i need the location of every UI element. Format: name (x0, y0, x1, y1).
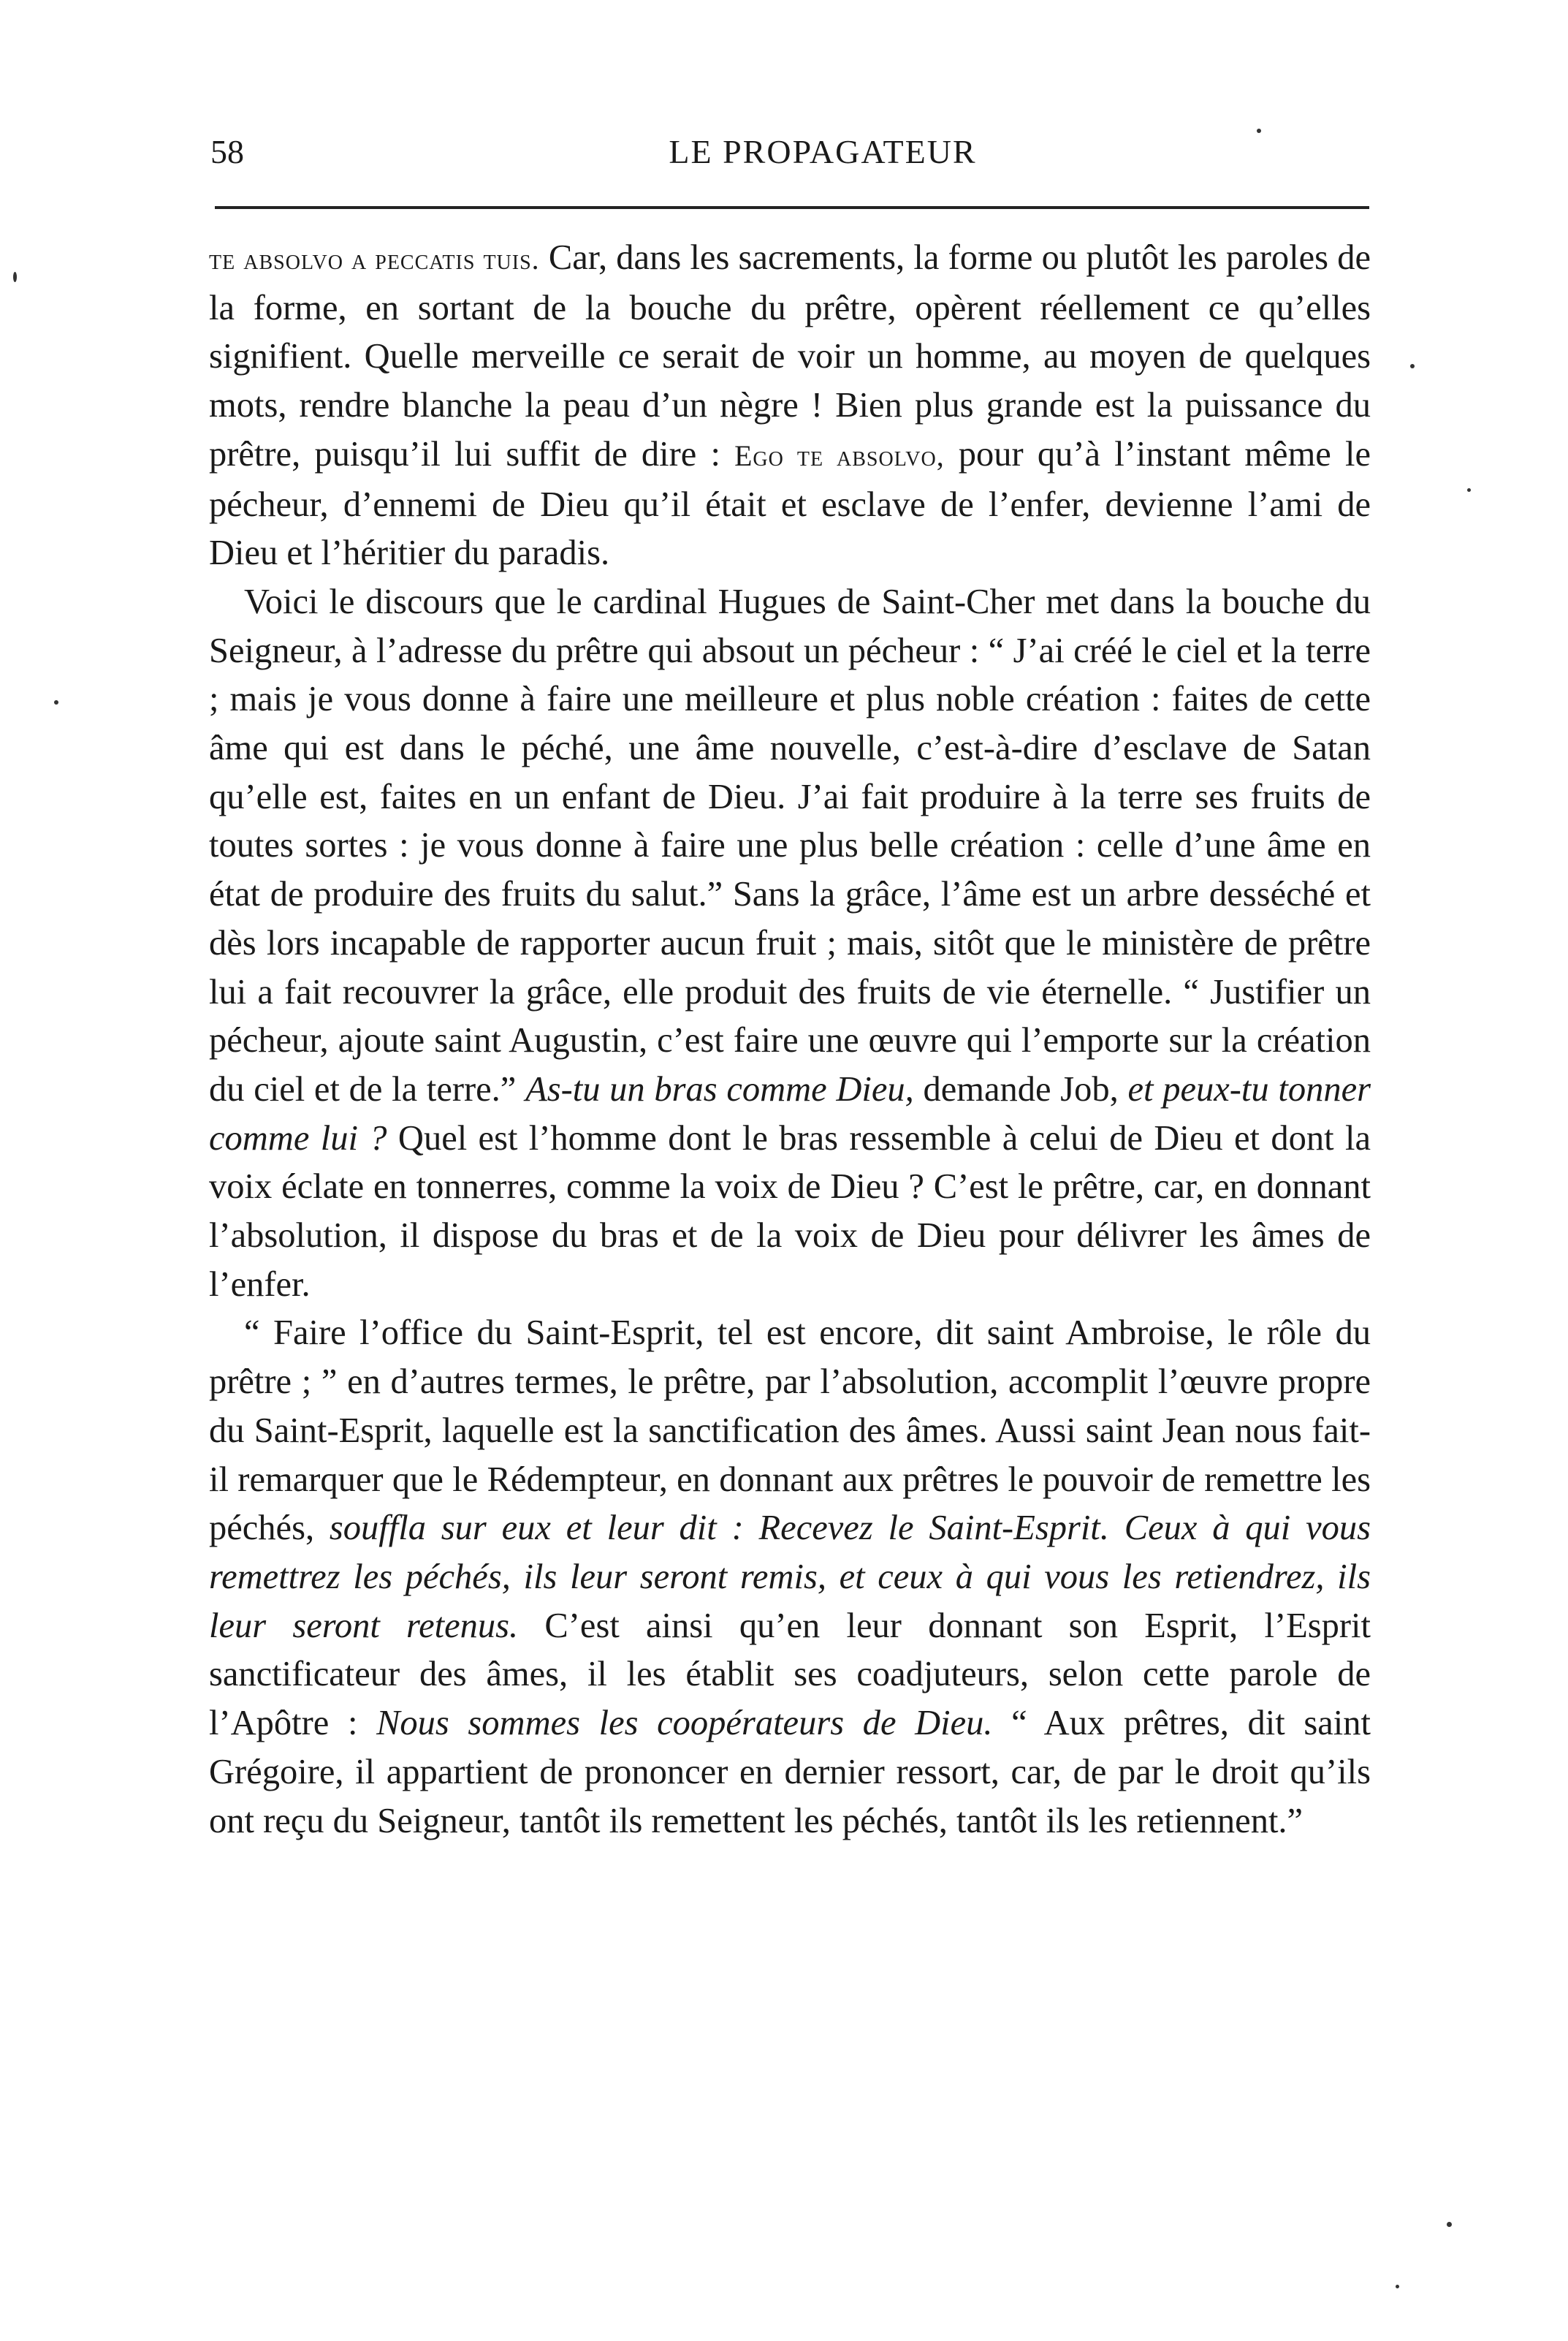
paragraph (209, 234, 1371, 578)
scan-speck (13, 272, 17, 282)
italic-quote: Nous sommes les coopérateurs de Dieu. (376, 1704, 993, 1743)
text-run: “ Faire l’office du Saint-Esprit, tel est encore, dit saint Ambroise, le rôle du prêtre ; ” en d’autres termes, le prêtre, par l’absolution, accomplit l’œuvre propre du Saint-Esprit, laquelle est la sanctification des âmes. Aussi saint Jean nous fait-il remarquer que le Rédempteur, en donnant aux prêtres le pouvoir de remettre les péchés, (209, 1313, 1371, 1548)
text-run: Quel est l’homme dont le bras ressemble à celui de Dieu et dont la voix éclate en tonnerres, comme la voix de Dieu ? C’est le prêtre, car, en donnant l’absolution, il dispose du bras et de la voix de Dieu pour délivrer les âmes de l’enfer. (209, 1118, 1371, 1304)
text-run: Car, dans les sacrements, la forme ou plutôt les paroles de la forme, en sortant de la bouche du prêtre, opèrent réellement ce qu’elles signifient. Quelle merveille ce serait de voir un homme, au moyen de quelques mots, rendre blanche la peau d’un nègre ! Bien plus grande est la puissance du prêtre, puisqu’il lui suffit de dire : (209, 238, 1371, 474)
latin-formula: te absolvo a peccatis tuis. (209, 243, 540, 276)
scan-speck (1257, 129, 1261, 133)
latin-formula: Ego te absolvo, (734, 439, 945, 472)
scan-speck (1467, 488, 1471, 492)
italic-quote: As-tu un bras comme Dieu, (525, 1069, 914, 1109)
scan-speck (1410, 364, 1415, 368)
paragraph (209, 1309, 1371, 1845)
scan-speck (1447, 2222, 1452, 2227)
paragraph (209, 578, 1371, 1310)
text-run: demande Job, (913, 1069, 1128, 1109)
text-run: pour qu’à l’instant même le pécheur, d’ennemi de Dieu qu’il était et esclave de l’enfer, devienne l’ami de Dieu et l’héritier du paradis. (209, 434, 1371, 573)
running-title: LE PROPAGATEUR (669, 133, 977, 170)
scan-speck (54, 700, 58, 705)
page-number: 58 (210, 133, 244, 170)
body-text (209, 234, 1371, 1845)
italic-quote: souffla sur eux et leur dit : Recevez le Saint-Esprit. Ceux à qui vous remettrez les péchés, ils leur seront remis, et ceux à qui vous les retiendrez, ils leur seront retenus. (209, 1509, 1371, 1645)
header-rule (215, 206, 1369, 209)
text-run: C’est ainsi qu’en leur donnant son Esprit, l’Esprit sanctificateur des âmes, il les établit ses coadjuteurs, selon cette parole de l’Apôtre : (209, 1606, 1371, 1743)
text-run: Voici le discours que le cardinal Hugues de Saint-Cher met dans la bouche du Seigneur, à l’adresse du prêtre qui absout un pécheur : “ J’ai créé le ciel et la terre ; mais je vous donne à faire une meilleure et plus noble création : faites de cette âme qui est dans le péché, une âme nouvelle, c’est-à-dire d’esclave de Satan qu’elle est, faites en un enfant de Dieu. J’ai fait produire à la terre ses fruits de toutes sortes : je vous donne à faire une plus belle création : celle d’une âme en état de produire des fruits du salut.” Sans la grâce, l’âme est un arbre desséché et dès lors incapable de rapporter aucun fruit ; mais, sitôt que le ministère de prêtre lui a fait recouvrer la grâce, elle produit des fruits de vie éternelle. “ Justifier un pécheur, ajoute saint Augustin, c’est faire une œuvre qui l’emporte sur la création du ciel et de la terre.” (209, 582, 1371, 1109)
page-header (209, 123, 1371, 181)
italic-quote: et peux-tu tonner comme lui ? (209, 1069, 1371, 1158)
scan-speck (1396, 2285, 1399, 2288)
text-run: “ Aux prêtres, dit saint Grégoire, il appartient de prononcer en dernier ressort, car, de par le droit qu’ils ont reçu du Seigneur, tantôt ils remettent les péchés, tantôt ils les retiennent.” (209, 1704, 1371, 1840)
